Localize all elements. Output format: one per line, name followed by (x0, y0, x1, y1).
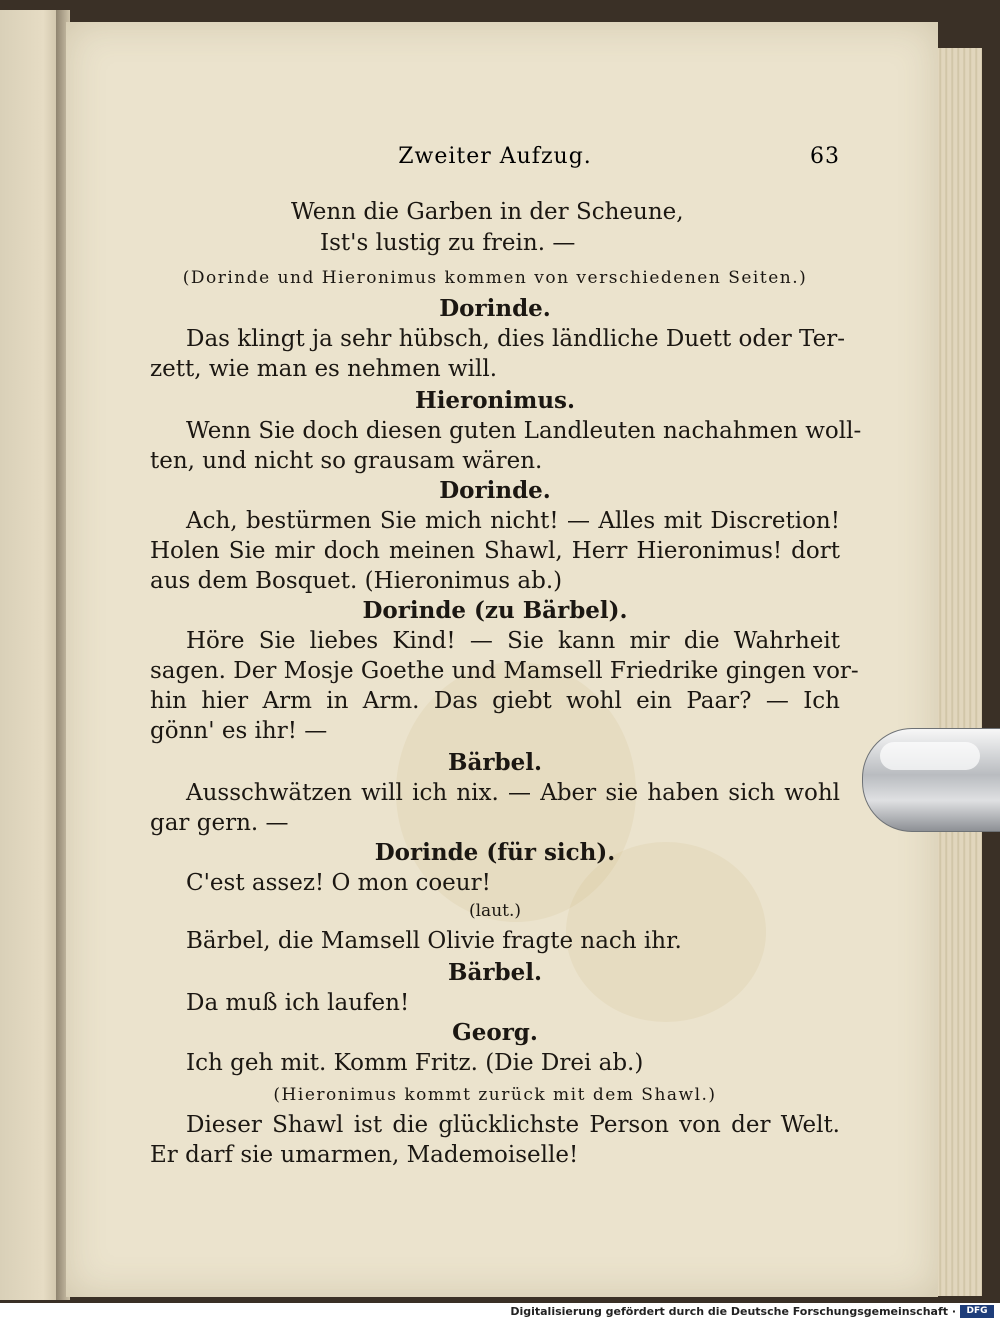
text-line: sagen. Der Mosje Goethe und Mamsell Friedrike gingen vor- (150, 658, 859, 684)
speaker-name: Bärbel. (448, 959, 542, 986)
speaker-name: Georg. (452, 1019, 538, 1046)
text-line: Dieser Shawl ist die glücklichste Person von der Welt. (186, 1112, 840, 1138)
speaker-name: Dorinde (zu Bärbel). (362, 597, 628, 624)
text-line: ten, und nicht so grausam wären. (150, 448, 543, 474)
text-line: gönn' es ihr! — (150, 718, 328, 744)
dfg-logo: DFG (960, 1305, 994, 1318)
book-page (66, 22, 938, 1297)
stage-direction: (Dorinde und Hieronimus kommen von verschiedenen Seiten.) (182, 268, 808, 288)
text-line: gar gern. — (150, 810, 289, 836)
speaker-name: Hieronimus. (414, 387, 576, 414)
text-line: Ach, bestürmen Sie mich nicht! — Alles mit Discretion! (186, 508, 840, 534)
speaker-name: Dorinde. (439, 295, 551, 322)
running-title: Zweiter Aufzug. (398, 144, 592, 169)
text-line: Wenn Sie doch diesen guten Landleuten nachahmen woll- (186, 418, 862, 444)
funding-credit: Digitalisierung gefördert durch die Deutsche Forschungsgemeinschaft · (510, 1305, 956, 1318)
speaker-name: Dorinde. (439, 477, 551, 504)
text-line: Das klingt ja sehr hübsch, dies ländliche Duett oder Ter- (186, 326, 845, 352)
page-number: 63 (810, 144, 840, 169)
text-line: Höre Sie liebes Kind! — Sie kann mir die Wahrheit (186, 628, 840, 654)
footer-bar (0, 1303, 1000, 1321)
text-line: Ausschwätzen will ich nix. — Aber sie haben sich wohl (186, 780, 840, 806)
speaker-name: Bärbel. (448, 749, 542, 776)
text-line: aus dem Bosquet. (Hieronimus ab.) (150, 568, 563, 594)
verse-line: Wenn die Garben in der Scheune, (291, 199, 684, 225)
text-line: Da muß ich laufen! (186, 990, 410, 1016)
text-line: Ich geh mit. Komm Fritz. (Die Drei ab.) (186, 1050, 644, 1076)
text-line: Holen Sie mir doch meinen Shawl, Herr Hieronimus! dort (150, 538, 840, 564)
page-clip-highlight (880, 742, 980, 770)
speaker-name: Dorinde (für sich). (374, 839, 616, 866)
text-line: Bärbel, die Mamsell Olivie fragte nach ihr. (186, 928, 682, 954)
page-header (150, 144, 840, 178)
text-line: hin hier Arm in Arm. Das giebt wohl ein Paar? — Ich (150, 688, 840, 714)
stage-direction: (laut.) (468, 901, 522, 921)
verse-line: Ist's lustig zu frein. — (320, 230, 576, 256)
stage-direction: (Hieronimus kommt zurück mit dem Shawl.) (273, 1085, 717, 1105)
left-page-edge (0, 10, 62, 1300)
text-line: C'est assez! O mon coeur! (186, 870, 491, 896)
text-line: Er darf sie umarmen, Mademoiselle! (150, 1142, 579, 1168)
text-line: zett, wie man es nehmen will. (150, 356, 498, 382)
